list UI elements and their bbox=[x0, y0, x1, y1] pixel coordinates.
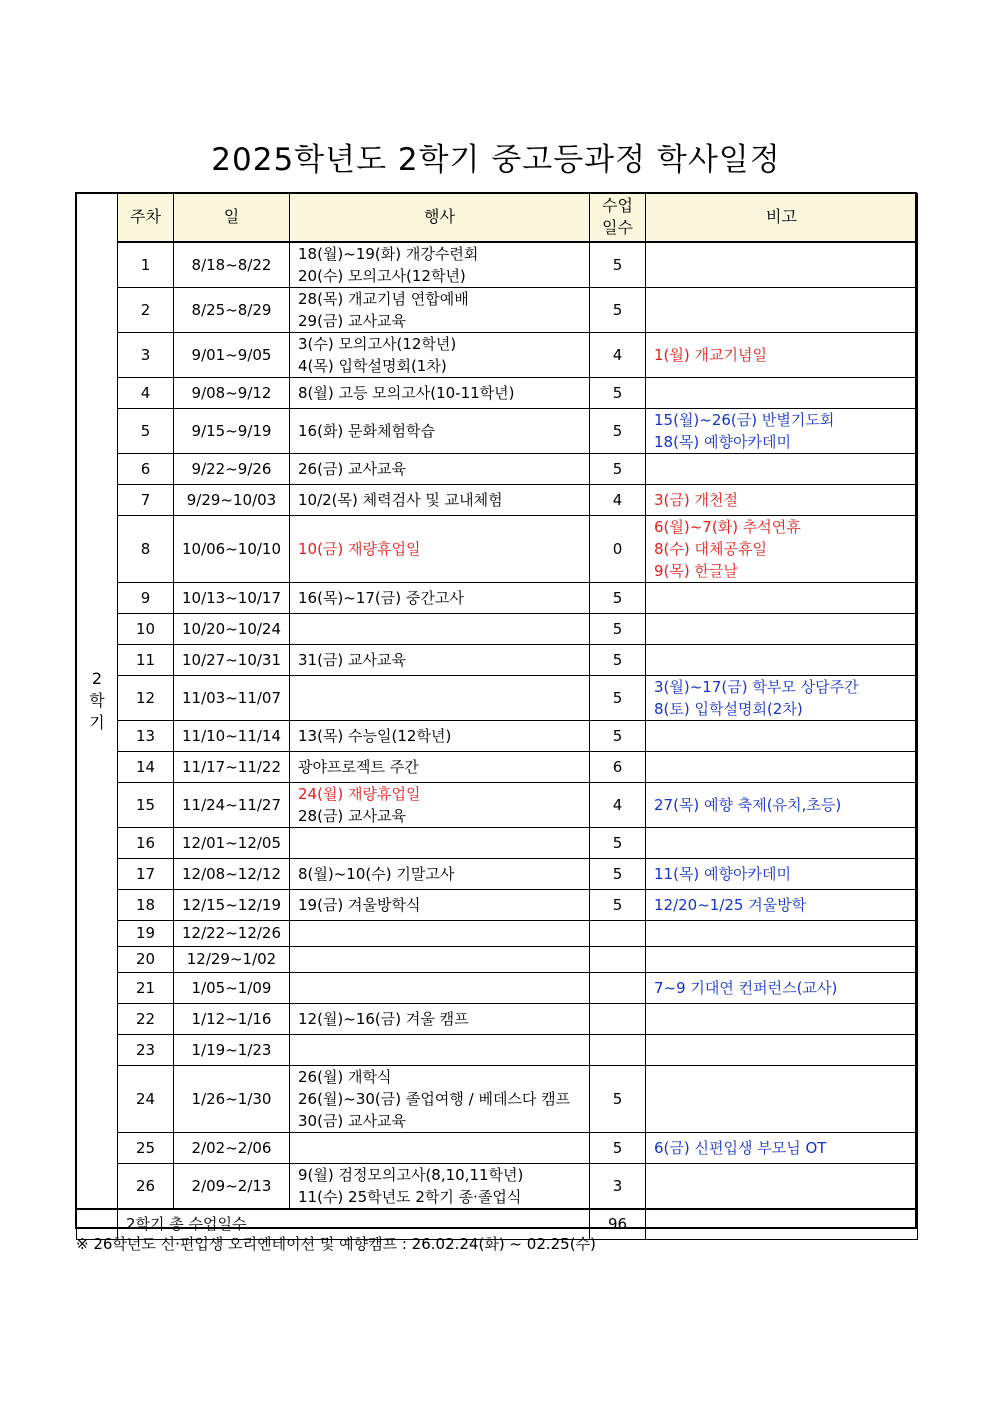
table-row bbox=[77, 1034, 918, 1065]
event-cell bbox=[290, 613, 590, 644]
class-days-cell bbox=[590, 1034, 646, 1065]
date-cell: 11/17~11/22 bbox=[174, 751, 290, 782]
week-cell: 20 bbox=[118, 946, 174, 972]
header-date: 일 bbox=[174, 194, 290, 242]
note-line: 8(수) 대체공휴일 bbox=[654, 539, 767, 558]
event-cell bbox=[290, 377, 590, 408]
event-line: 10/2(목) 체력검사 및 교내체험 bbox=[298, 490, 503, 509]
event-line: 19(금) 겨울방학식 bbox=[298, 895, 421, 914]
note-cell bbox=[646, 751, 918, 782]
date-cell: 1/05~1/09 bbox=[174, 972, 290, 1003]
week-cell: 12 bbox=[118, 675, 174, 720]
event-line: 26(월)~30(금) 졸업여행 / 베데스다 캠프 bbox=[298, 1089, 571, 1108]
week-cell: 5 bbox=[118, 408, 174, 453]
event-cell bbox=[290, 242, 590, 288]
class-days-cell: 5 bbox=[590, 1065, 646, 1132]
header-days-line: 수업 bbox=[602, 196, 633, 216]
table-row bbox=[77, 675, 918, 720]
class-days-cell: 4 bbox=[590, 484, 646, 515]
event-cell bbox=[290, 946, 590, 972]
event-line: 16(목)~17(금) 중간고사 bbox=[298, 588, 464, 607]
event-line: 31(금) 교사교육 bbox=[298, 650, 407, 669]
week-cell: 7 bbox=[118, 484, 174, 515]
week-cell: 17 bbox=[118, 858, 174, 889]
class-days-cell: 5 bbox=[590, 827, 646, 858]
week-cell: 10 bbox=[118, 613, 174, 644]
week-cell: 25 bbox=[118, 1132, 174, 1163]
class-days-cell: 4 bbox=[590, 332, 646, 377]
table-row bbox=[77, 1163, 918, 1209]
date-cell: 1/12~1/16 bbox=[174, 1003, 290, 1034]
date-cell: 1/19~1/23 bbox=[174, 1034, 290, 1065]
note-cell bbox=[646, 377, 918, 408]
week-cell: 2 bbox=[118, 287, 174, 332]
note-cell bbox=[646, 1163, 918, 1209]
date-cell: 2/09~2/13 bbox=[174, 1163, 290, 1209]
table-row bbox=[77, 858, 918, 889]
note-cell bbox=[646, 782, 918, 827]
note-cell bbox=[646, 484, 918, 515]
note-line: 8(토) 입학설명회(2차) bbox=[654, 699, 803, 718]
header-note: 비고 bbox=[646, 194, 918, 242]
class-days-cell: 5 bbox=[590, 408, 646, 453]
event-line: 30(금) 교사교육 bbox=[298, 1111, 407, 1130]
note-cell bbox=[646, 827, 918, 858]
date-cell: 10/27~10/31 bbox=[174, 644, 290, 675]
event-cell bbox=[290, 1034, 590, 1065]
note-line: 1(월) 개교기념일 bbox=[654, 345, 767, 364]
table-row bbox=[77, 332, 918, 377]
table-row bbox=[77, 453, 918, 484]
table-row bbox=[77, 582, 918, 613]
week-cell: 21 bbox=[118, 972, 174, 1003]
date-cell: 12/22~12/26 bbox=[174, 920, 290, 946]
note-line: 3(월)~17(금) 학부모 상담주간 bbox=[654, 677, 859, 696]
note-cell bbox=[646, 644, 918, 675]
week-cell: 19 bbox=[118, 920, 174, 946]
note-line: 6(금) 신편입생 부모님 OT bbox=[654, 1138, 827, 1157]
footnote: ※ 26학년도 신·편입생 오리엔테이션 및 예향캠프 : 26.02.24(화) ~ 02.25(수) bbox=[76, 1235, 596, 1253]
table-row bbox=[77, 889, 918, 920]
note-line: 6(월)~7(화) 추석연휴 bbox=[654, 517, 801, 536]
note-line: 3(금) 개천절 bbox=[654, 490, 738, 509]
note-cell bbox=[646, 1034, 918, 1065]
week-cell: 24 bbox=[118, 1065, 174, 1132]
event-line: 10(금) 재량휴업일 bbox=[298, 539, 421, 558]
event-line: 26(월) 개학식 bbox=[298, 1067, 392, 1086]
table-row bbox=[77, 1065, 918, 1132]
class-days-cell: 5 bbox=[590, 889, 646, 920]
date-cell: 11/24~11/27 bbox=[174, 782, 290, 827]
event-cell bbox=[290, 972, 590, 1003]
total-label: 2학기 총 수업일수 bbox=[118, 1209, 590, 1240]
date-cell: 9/22~9/26 bbox=[174, 453, 290, 484]
event-line: 4(목) 입학설명회(1차) bbox=[298, 356, 447, 375]
event-cell bbox=[290, 720, 590, 751]
event-line: 16(화) 문화체험학습 bbox=[298, 421, 435, 440]
week-cell: 18 bbox=[118, 889, 174, 920]
class-days-cell bbox=[590, 920, 646, 946]
class-days-cell: 5 bbox=[590, 287, 646, 332]
class-days-cell: 5 bbox=[590, 644, 646, 675]
date-cell: 12/08~12/12 bbox=[174, 858, 290, 889]
week-cell: 26 bbox=[118, 1163, 174, 1209]
note-cell bbox=[646, 858, 918, 889]
class-days-cell: 5 bbox=[590, 675, 646, 720]
date-cell: 11/03~11/07 bbox=[174, 675, 290, 720]
event-cell bbox=[290, 1065, 590, 1132]
schedule-table bbox=[76, 193, 918, 1240]
note-cell bbox=[646, 287, 918, 332]
event-line: 3(수) 모의고사(12학년) bbox=[298, 334, 457, 353]
date-cell: 10/06~10/10 bbox=[174, 515, 290, 582]
table-row bbox=[77, 782, 918, 827]
week-cell: 6 bbox=[118, 453, 174, 484]
note-line: 9(목) 한글날 bbox=[654, 561, 738, 580]
event-cell bbox=[290, 287, 590, 332]
week-cell: 22 bbox=[118, 1003, 174, 1034]
semester-char: 학 bbox=[89, 690, 105, 710]
table-row bbox=[77, 644, 918, 675]
class-days-cell: 5 bbox=[590, 582, 646, 613]
date-cell: 11/10~11/14 bbox=[174, 720, 290, 751]
week-cell: 14 bbox=[118, 751, 174, 782]
table-row bbox=[77, 720, 918, 751]
event-cell bbox=[290, 889, 590, 920]
note-line: 11(목) 예향아카데미 bbox=[654, 864, 791, 883]
note-line: 15(월)~26(금) 반별기도회 bbox=[654, 410, 835, 429]
event-cell bbox=[290, 1163, 590, 1209]
class-days-cell bbox=[590, 972, 646, 1003]
week-cell: 8 bbox=[118, 515, 174, 582]
date-cell: 9/29~10/03 bbox=[174, 484, 290, 515]
header-event: 행사 bbox=[290, 194, 590, 242]
date-cell: 12/15~12/19 bbox=[174, 889, 290, 920]
table-row bbox=[77, 484, 918, 515]
event-cell bbox=[290, 515, 590, 582]
event-cell bbox=[290, 453, 590, 484]
date-cell: 1/26~1/30 bbox=[174, 1065, 290, 1132]
note-cell bbox=[646, 515, 918, 582]
event-cell bbox=[290, 644, 590, 675]
date-cell: 12/01~12/05 bbox=[174, 827, 290, 858]
table-row bbox=[77, 242, 918, 288]
week-cell: 13 bbox=[118, 720, 174, 751]
date-cell: 10/20~10/24 bbox=[174, 613, 290, 644]
week-cell: 3 bbox=[118, 332, 174, 377]
event-cell bbox=[290, 484, 590, 515]
event-cell bbox=[290, 675, 590, 720]
event-line: 9(월) 검정모의고사(8,10,11학년) bbox=[298, 1165, 524, 1184]
event-cell bbox=[290, 782, 590, 827]
class-days-cell: 4 bbox=[590, 782, 646, 827]
class-days-cell: 6 bbox=[590, 751, 646, 782]
note-cell bbox=[646, 582, 918, 613]
event-cell bbox=[290, 827, 590, 858]
class-days-cell: 3 bbox=[590, 1163, 646, 1209]
week-cell: 16 bbox=[118, 827, 174, 858]
note-line: 18(목) 예향아카데미 bbox=[654, 432, 791, 451]
note-line: 7~9 기대연 컨퍼런스(교사) bbox=[654, 978, 838, 997]
table-row bbox=[77, 1003, 918, 1034]
note-cell bbox=[646, 946, 918, 972]
event-line: 28(목) 개교기념 연합예배 bbox=[298, 289, 469, 308]
date-cell: 2/02~2/06 bbox=[174, 1132, 290, 1163]
event-line: 24(월) 재량휴업일 bbox=[298, 784, 421, 803]
table-row bbox=[77, 408, 918, 453]
table-row bbox=[77, 946, 918, 972]
event-cell bbox=[290, 920, 590, 946]
note-line: 12/20~1/25 겨울방학 bbox=[654, 895, 807, 914]
semester-cell bbox=[77, 194, 118, 1209]
note-cell bbox=[646, 332, 918, 377]
event-line: 29(금) 교사교육 bbox=[298, 311, 407, 330]
note-cell bbox=[646, 920, 918, 946]
class-days-cell: 5 bbox=[590, 1132, 646, 1163]
table-row bbox=[77, 972, 918, 1003]
header-row bbox=[77, 194, 918, 242]
note-line: 27(목) 예향 축제(유치,초등) bbox=[654, 795, 842, 814]
class-days-cell: 5 bbox=[590, 613, 646, 644]
event-cell bbox=[290, 332, 590, 377]
date-cell: 9/01~9/05 bbox=[174, 332, 290, 377]
total-note-cell bbox=[646, 1209, 918, 1240]
week-cell: 15 bbox=[118, 782, 174, 827]
event-line: 28(금) 교사교육 bbox=[298, 806, 407, 825]
date-cell: 12/29~1/02 bbox=[174, 946, 290, 972]
week-cell: 23 bbox=[118, 1034, 174, 1065]
week-cell: 9 bbox=[118, 582, 174, 613]
class-days-cell: 5 bbox=[590, 720, 646, 751]
note-cell bbox=[646, 242, 918, 288]
event-line: 20(수) 모의고사(12학년) bbox=[298, 266, 466, 285]
note-cell bbox=[646, 1003, 918, 1034]
event-cell bbox=[290, 751, 590, 782]
class-days-cell: 5 bbox=[590, 242, 646, 288]
event-line: 8(월) 고등 모의고사(10-11학년) bbox=[298, 383, 515, 402]
table-row bbox=[77, 287, 918, 332]
event-line: 광야프로젝트 주간 bbox=[298, 757, 419, 776]
date-cell: 8/18~8/22 bbox=[174, 242, 290, 288]
event-line: 18(월)~19(화) 개강수련회 bbox=[298, 244, 479, 263]
note-cell bbox=[646, 720, 918, 751]
date-cell: 8/25~8/29 bbox=[174, 287, 290, 332]
table-row bbox=[77, 751, 918, 782]
event-line: 8(월)~10(수) 기말고사 bbox=[298, 864, 455, 883]
event-cell bbox=[290, 858, 590, 889]
semester-char: 기 bbox=[89, 712, 105, 732]
class-days-cell: 0 bbox=[590, 515, 646, 582]
note-cell bbox=[646, 972, 918, 1003]
table-row bbox=[77, 613, 918, 644]
table-row bbox=[77, 920, 918, 946]
event-line: 11(수) 25학년도 2학기 종·졸업식 bbox=[298, 1187, 522, 1206]
date-cell: 10/13~10/17 bbox=[174, 582, 290, 613]
event-line: 13(목) 수능일(12학년) bbox=[298, 726, 452, 745]
date-cell: 9/15~9/19 bbox=[174, 408, 290, 453]
table-row bbox=[77, 827, 918, 858]
week-cell: 4 bbox=[118, 377, 174, 408]
note-cell bbox=[646, 1065, 918, 1132]
table-row bbox=[77, 377, 918, 408]
page-title: 2025학년도 2학기 중고등과정 학사일정 bbox=[211, 142, 781, 178]
header-days-line: 일수 bbox=[602, 218, 633, 238]
class-days-cell bbox=[590, 946, 646, 972]
note-cell bbox=[646, 453, 918, 484]
event-line: 26(금) 교사교육 bbox=[298, 459, 407, 478]
header-days bbox=[590, 194, 646, 242]
table-row bbox=[77, 515, 918, 582]
note-cell bbox=[646, 408, 918, 453]
class-days-cell: 5 bbox=[590, 377, 646, 408]
table-row bbox=[77, 1132, 918, 1163]
event-cell bbox=[290, 582, 590, 613]
total-days: 96 bbox=[590, 1209, 646, 1240]
event-cell bbox=[290, 408, 590, 453]
note-cell bbox=[646, 613, 918, 644]
date-cell: 9/08~9/12 bbox=[174, 377, 290, 408]
event-cell bbox=[290, 1132, 590, 1163]
class-days-cell: 5 bbox=[590, 453, 646, 484]
event-cell bbox=[290, 1003, 590, 1034]
week-cell: 1 bbox=[118, 242, 174, 288]
note-cell bbox=[646, 1132, 918, 1163]
note-cell bbox=[646, 675, 918, 720]
event-line: 12(월)~16(금) 겨울 캠프 bbox=[298, 1009, 469, 1028]
class-days-cell bbox=[590, 1003, 646, 1034]
class-days-cell: 5 bbox=[590, 858, 646, 889]
semester-char: 2 bbox=[91, 668, 103, 688]
header-week: 주차 bbox=[118, 194, 174, 242]
week-cell: 11 bbox=[118, 644, 174, 675]
note-cell bbox=[646, 889, 918, 920]
